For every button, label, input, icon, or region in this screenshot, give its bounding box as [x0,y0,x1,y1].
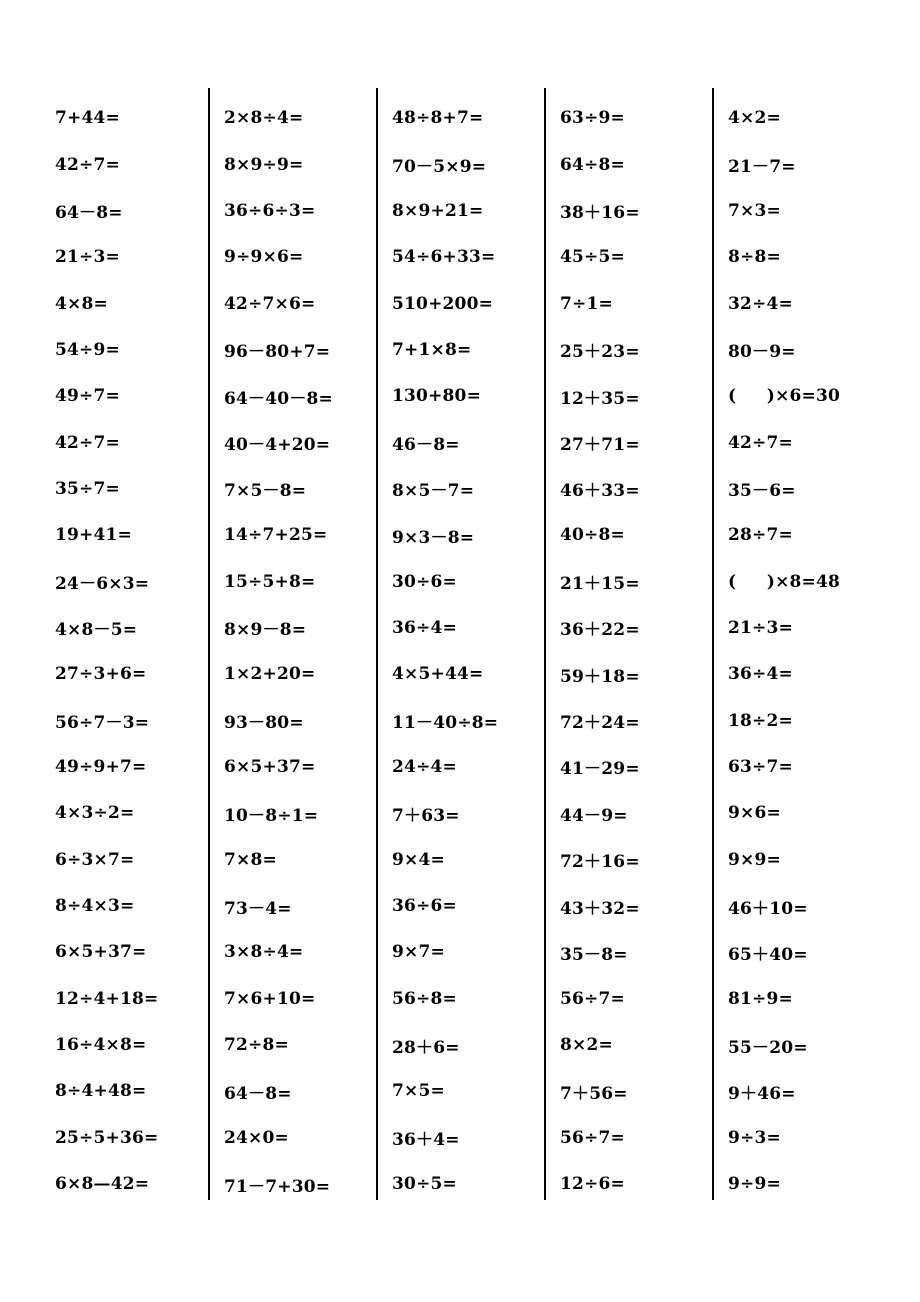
math-problem: 44－9= [560,805,628,826]
math-problem: 41－29= [560,759,640,780]
math-problem: 8×9－8= [224,620,307,641]
math-problem: 14÷7+25= [224,525,328,546]
math-problem: 18÷2= [728,710,793,731]
math-problem: 8×9÷9= [224,154,304,175]
math-problem: 4×8= [55,293,108,314]
math-problem: 55－20= [728,1037,808,1058]
math-problem: 1×2+20= [224,664,316,685]
math-problem: 9÷9= [728,1174,781,1195]
math-problem: 72＋24= [560,713,640,734]
math-problem: 9÷3= [728,1127,781,1148]
math-problem: 7+1×8= [392,339,472,360]
math-problem: 42÷7×6= [224,293,316,314]
math-problem: 25÷5+36= [55,1127,159,1148]
math-problem: 56÷7－3= [55,713,150,734]
math-problem: 93－80= [224,713,304,734]
math-problem: 15÷5+8= [224,571,316,592]
math-problem: 46＋33= [560,481,640,502]
math-problem: 7×6+10= [224,988,316,1009]
math-problem: 64－8= [224,1083,292,1104]
math-problem: 45÷5= [560,247,625,268]
math-problem: 24－6×3= [55,574,150,595]
math-problem: 36÷4= [728,664,793,685]
math-problem: 38＋16= [560,203,640,224]
math-problem: 9×6= [728,803,781,824]
math-problem: 21÷3= [728,617,793,638]
math-problem: 7×5－8= [224,481,307,502]
math-problem: 96－80+7= [224,342,331,363]
math-problem: 6×8—42= [55,1174,150,1195]
math-problem: 7＋63= [392,805,460,826]
math-problem: 510+200= [392,293,494,314]
math-problem: 56÷7= [560,988,625,1009]
math-problem: 64－40－8= [224,388,333,409]
math-problem: 28÷7= [728,525,793,546]
math-problem: 72÷8= [224,1035,289,1056]
math-problem: 49÷9+7= [55,756,147,777]
math-problem: 25＋23= [560,342,640,363]
math-problem: 35－6= [728,481,796,502]
math-problem: 32÷4= [728,293,793,314]
math-problem: 46＋10= [728,898,808,919]
math-problem: 36÷6÷3= [224,200,316,221]
math-problem: 12÷6= [560,1174,625,1195]
math-problem: 36＋22= [560,620,640,641]
math-problem: 12÷4+18= [55,988,159,1009]
math-problem: 43＋32= [560,898,640,919]
problem-column-1 [40,88,208,1200]
math-problem: 54÷9= [55,339,120,360]
math-problem: 7+44= [55,108,120,129]
math-problem: 81÷9= [728,988,793,1009]
math-problem: 21－7= [728,157,796,178]
math-problem: 27÷3+6= [55,664,147,685]
math-problem: 3×8÷4= [224,942,304,963]
math-problem: 24÷4= [392,756,457,777]
math-problem: 64－8= [55,203,123,224]
math-problem: 36＋4= [392,1130,460,1151]
math-problem: 71－7+30= [224,1176,331,1197]
math-problem: ( )×6=30 [728,386,841,407]
math-problem: 40÷8= [560,525,625,546]
math-problem: 16÷4×8= [55,1035,147,1056]
math-problem: 9×4= [392,849,445,870]
math-problem: 27＋71= [560,435,640,456]
math-problem: 35÷7= [55,478,120,499]
math-problem: 7÷1= [560,293,613,314]
math-problem: 7×8= [224,849,277,870]
problem-column-2 [208,88,376,1200]
math-problem: 6÷3×7= [55,849,135,870]
arithmetic-worksheet [40,88,880,1200]
math-problem: 7×3= [728,200,781,221]
math-problem: 21＋15= [560,574,640,595]
math-problem: 30÷5= [392,1174,457,1195]
math-problem: 30÷6= [392,571,457,592]
math-problem: 8×5－7= [392,481,475,502]
math-problem: 42÷7= [55,154,120,175]
math-problem: 56÷7= [560,1127,625,1148]
math-problem: 28＋6= [392,1037,460,1058]
math-problem: 4×3÷2= [55,803,135,824]
math-problem: 8÷4+48= [55,1081,147,1102]
math-problem: 9×7= [392,942,445,963]
math-problem: 2×8÷4= [224,108,304,129]
math-problem: 6×5+37= [224,756,316,777]
math-problem: 59＋18= [560,666,640,687]
math-problem: 4×5+44= [392,664,484,685]
math-problem: 21÷3= [55,247,120,268]
math-problem: 35－8= [560,944,628,965]
math-problem: 4×8－5= [55,620,138,641]
math-problem: 10－8÷1= [224,805,319,826]
math-problem: 70－5×9= [392,157,487,178]
problem-column-4 [544,88,712,1200]
math-problem: 7×5= [392,1081,445,1102]
math-problem: 9×9= [728,849,781,870]
math-problem: 8÷8= [728,247,781,268]
math-problem: 7＋56= [560,1083,628,1104]
math-problem: 56÷8= [392,988,457,1009]
math-problem: 73－4= [224,898,292,919]
math-problem: ( )×8=48 [728,571,841,592]
math-problem: 8÷4×3= [55,896,135,917]
math-problem: 36÷4= [392,617,457,638]
math-problem: 36÷6= [392,896,457,917]
math-problem: 54÷6+33= [392,247,496,268]
math-problem: 65＋40= [728,944,808,965]
math-problem: 64÷8= [560,154,625,175]
math-problem: 48÷8+7= [392,108,484,129]
math-problem: 9×3－8= [392,527,475,548]
math-problem: 42÷7= [728,432,793,453]
problem-column-5 [712,88,880,1200]
math-problem: 40－4+20= [224,435,331,456]
math-problem: 80－9= [728,342,796,363]
math-problem: 63÷7= [728,756,793,777]
math-problem: 9÷9×6= [224,247,304,268]
math-problem: 130+80= [392,386,482,407]
math-problem: 49÷7= [55,386,120,407]
math-problem: 6×5+37= [55,942,147,963]
problem-column-3 [376,88,544,1200]
math-problem: 8×2= [560,1035,613,1056]
math-problem: 46－8= [392,435,460,456]
math-problem: 12＋35= [560,388,640,409]
math-problem: 63÷9= [560,108,625,129]
math-problem: 4×2= [728,108,781,129]
math-problem: 19+41= [55,525,133,546]
math-problem: 11－40÷8= [392,713,499,734]
math-problem: 9＋46= [728,1083,796,1104]
math-problem: 72＋16= [560,852,640,873]
math-problem: 8×9+21= [392,200,484,221]
math-problem: 24×0= [224,1127,289,1148]
math-problem: 42÷7= [55,432,120,453]
